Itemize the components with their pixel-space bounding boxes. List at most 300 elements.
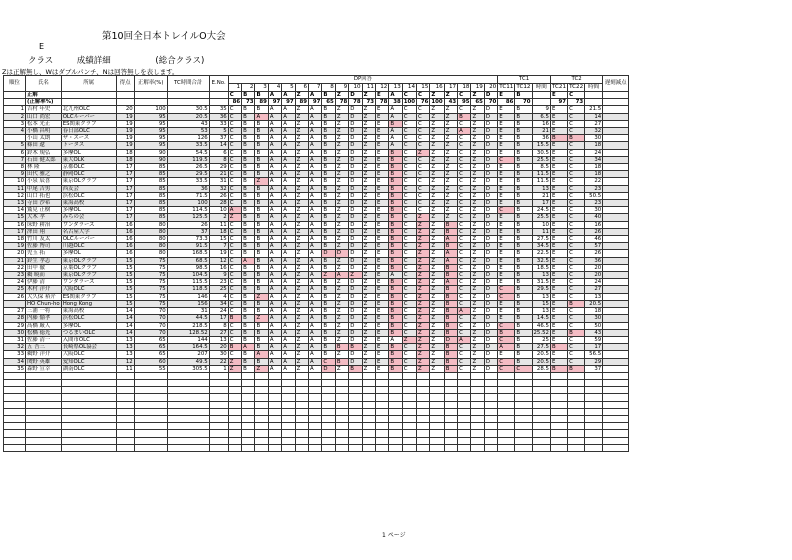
empty-cell xyxy=(134,423,167,430)
competitor-name: 床野 耕治 xyxy=(26,221,62,228)
answer-cell: Z xyxy=(444,142,457,149)
answer-cell: C xyxy=(458,207,471,214)
answer-cell: Z xyxy=(417,351,430,358)
answer-cell: Z xyxy=(430,185,444,192)
tc2-answer: C xyxy=(568,344,585,351)
answer-cell: D xyxy=(349,142,362,149)
answer-cell: A xyxy=(268,336,281,343)
score-cell: 11 xyxy=(116,365,134,372)
answer-cell: Z xyxy=(444,192,457,199)
empty-cell xyxy=(282,401,295,408)
empty-cell xyxy=(515,408,532,415)
answer-cell: B xyxy=(322,228,335,235)
answer-cell: Z xyxy=(430,228,444,235)
tc2-answer: E xyxy=(550,106,567,113)
empty-cell xyxy=(603,430,629,437)
tc-total-cell: 26.5 xyxy=(167,164,209,171)
tc1-time: 13 xyxy=(532,272,550,279)
answer-cell: D xyxy=(349,200,362,207)
club-name: 東京OLクラブ xyxy=(61,257,116,264)
eno-cell: 19 xyxy=(209,250,228,257)
eno-cell: 33 xyxy=(209,120,228,127)
club-name: ES関東クラブ xyxy=(61,293,116,300)
empty-cell xyxy=(116,401,134,408)
competitor-name: 高橋 厳人 xyxy=(26,322,62,329)
answer-cell: C xyxy=(458,358,471,365)
dp-group-header: DP回答 xyxy=(228,76,498,84)
answer-cell: D xyxy=(349,178,362,185)
club-name: 愛知OLC xyxy=(61,358,116,365)
answer-cell: B xyxy=(444,243,457,250)
answer-cell: B xyxy=(242,272,255,279)
eno-cell: 21 xyxy=(209,171,228,178)
answer-cell: A xyxy=(268,308,281,315)
answer-cell: Z xyxy=(362,279,375,286)
empty-cell xyxy=(532,92,550,99)
answer-cell: Z xyxy=(335,315,348,322)
result-row xyxy=(4,164,629,171)
rate-cell: 73 xyxy=(362,99,375,106)
competitor-name: 松本 光正 xyxy=(26,120,62,127)
tc1-answer: B xyxy=(515,315,532,322)
tc2-answer: C xyxy=(568,336,585,343)
competitor-name: 内藤 愉孝 xyxy=(26,315,62,322)
tc1-time: 13 xyxy=(532,185,550,192)
tc2-time: 57 xyxy=(585,243,603,250)
empty-cell xyxy=(471,380,484,387)
empty-cell xyxy=(282,430,295,437)
rank-cell: 4 xyxy=(4,128,26,135)
rank-cell: 33 xyxy=(4,351,26,358)
answer-cell: D xyxy=(484,200,497,207)
competitor-name: 小泉 辰喜 xyxy=(26,178,62,185)
tc1-answer: E xyxy=(498,149,515,156)
answer-cell: A xyxy=(268,178,281,185)
score-cell: 20 xyxy=(116,106,134,113)
dp-number-header: 13 xyxy=(389,84,402,92)
tc-total-cell: 68.5 xyxy=(167,257,209,264)
answer-cell: Z xyxy=(335,365,348,372)
answer-cell: A xyxy=(268,329,281,336)
rank-header: 順位 xyxy=(4,76,26,92)
empty-cell xyxy=(167,372,209,379)
tc2-answer: E xyxy=(550,200,567,207)
empty-cell xyxy=(134,408,167,415)
result-row xyxy=(4,192,629,199)
empty-cell xyxy=(444,372,457,379)
empty-row xyxy=(4,437,629,444)
answer-cell: A xyxy=(309,286,322,293)
answer-cell: C xyxy=(228,308,241,315)
empty-cell xyxy=(309,408,322,415)
result-row xyxy=(4,106,629,113)
answer-cell: B xyxy=(389,164,402,171)
tc2-answer: B xyxy=(568,365,585,372)
empty-cell xyxy=(515,372,532,379)
rank-cell: 7 xyxy=(4,156,26,163)
answer-cell: C xyxy=(402,228,416,235)
answer-cell: C xyxy=(458,200,471,207)
answer-cell: B xyxy=(255,135,268,142)
empty-cell xyxy=(550,380,567,387)
answer-cell: E xyxy=(375,243,388,250)
tc1-answer: C xyxy=(498,358,515,365)
eno-cell: 11 xyxy=(209,221,228,228)
empty-cell xyxy=(532,387,550,394)
answer-cell: A xyxy=(309,214,322,221)
rank-cell xyxy=(4,135,26,142)
answer-cell: C xyxy=(402,257,416,264)
answer-cell: Z xyxy=(471,351,484,358)
dp-number-header: 6 xyxy=(295,84,308,92)
tc2-time: 23 xyxy=(585,185,603,192)
empty-cell xyxy=(471,430,484,437)
club-name: 多摩OL xyxy=(61,149,116,156)
empty-cell xyxy=(550,416,567,423)
answer-cell: B xyxy=(242,120,255,127)
eno-cell: 17 xyxy=(209,315,228,322)
score-cell: 15 xyxy=(116,300,134,307)
empty-cell xyxy=(444,437,457,444)
answer-cell: A xyxy=(282,164,295,171)
answer-cell: A xyxy=(268,128,281,135)
tc1-answer: B xyxy=(515,293,532,300)
answer-cell: E xyxy=(375,228,388,235)
answer-cell: C xyxy=(458,236,471,243)
tc2-answer: E xyxy=(550,185,567,192)
dp-number-header: 11 xyxy=(362,84,375,92)
competitor-name: 三浦 一将 xyxy=(26,308,62,315)
empty-cell xyxy=(268,380,281,387)
answer-cell: D xyxy=(484,293,497,300)
answer-cell: Z xyxy=(471,336,484,343)
answer-cell: C xyxy=(402,344,416,351)
empty-cell xyxy=(498,394,515,401)
answer-cell: B xyxy=(322,192,335,199)
rank-cell: 29 xyxy=(4,322,26,329)
answer-cell: A xyxy=(268,300,281,307)
answer-cell: B xyxy=(255,264,268,271)
empty-cell xyxy=(484,380,497,387)
answer-cell: Z xyxy=(417,272,430,279)
answer-cell: C xyxy=(458,149,471,156)
rate-cell: 75 xyxy=(134,264,167,271)
answer-cell: Z xyxy=(444,156,457,163)
result-row xyxy=(4,128,629,135)
answer-cell: D xyxy=(484,257,497,264)
empty-cell xyxy=(282,380,295,387)
answer-cell: A xyxy=(282,221,295,228)
answer-cell: A xyxy=(268,120,281,127)
tc-total-cell: 126 xyxy=(167,135,209,142)
empty-cell xyxy=(116,92,134,99)
empty-cell xyxy=(242,372,255,379)
empty-cell xyxy=(402,401,416,408)
eno-cell: 35 xyxy=(209,106,228,113)
answer-cell: C xyxy=(228,142,241,149)
tc-total-cell: 164.5 xyxy=(167,344,209,351)
result-row xyxy=(4,279,629,286)
answer-cell: D xyxy=(335,250,348,257)
answer-cell: B xyxy=(242,221,255,228)
answer-cell: A xyxy=(282,257,295,264)
tc2-answer: E xyxy=(550,178,567,185)
empty-cell xyxy=(484,372,497,379)
empty-cell xyxy=(458,380,471,387)
answer-cell: Z xyxy=(417,279,430,286)
answer-cell: A xyxy=(458,128,471,135)
answer-cell: A xyxy=(282,351,295,358)
empty-cell xyxy=(4,408,26,415)
club-name: ES関東クラブ xyxy=(61,120,116,127)
page-number: 1 ページ xyxy=(382,532,406,539)
answer-cell: Z xyxy=(295,156,308,163)
empty-cell xyxy=(550,430,567,437)
answer-cell: A xyxy=(282,365,295,372)
answer-cell: A xyxy=(309,308,322,315)
tc1-time: 22.5 xyxy=(532,250,550,257)
answer-cell: B xyxy=(389,120,402,127)
empty-cell xyxy=(209,401,228,408)
answer-cell: A xyxy=(458,308,471,315)
rank-cell: 20 xyxy=(4,250,26,257)
answer-cell: A xyxy=(309,315,322,322)
tc2-answer: B xyxy=(550,135,567,142)
answer-cell: E xyxy=(375,106,388,113)
empty-cell xyxy=(167,92,209,99)
tc1-answer: B xyxy=(515,185,532,192)
empty-cell xyxy=(26,372,62,379)
tc1-time: 10 xyxy=(532,221,550,228)
tc2-answer: E xyxy=(550,336,567,343)
answer-cell: Z xyxy=(295,243,308,250)
late-cell xyxy=(603,308,629,315)
eno-cell: 9 xyxy=(209,272,228,279)
answer-cell: Z xyxy=(417,228,430,235)
answer-cell: B xyxy=(444,351,457,358)
tc1-answer: B xyxy=(515,214,532,221)
answer-cell: B xyxy=(255,228,268,235)
answer-cell: Z xyxy=(417,243,430,250)
result-row xyxy=(4,214,629,221)
subtitle xyxy=(28,54,204,66)
empty-cell xyxy=(585,444,603,451)
answer-cell: B xyxy=(242,286,255,293)
answer-cell: C xyxy=(458,192,471,199)
tc1-answer: E xyxy=(498,279,515,286)
tc-total-cell: 118.5 xyxy=(167,286,209,293)
empty-cell xyxy=(349,394,362,401)
answer-cell: Z xyxy=(444,207,457,214)
tc2-answer: E xyxy=(550,113,567,120)
answer-cell: E xyxy=(375,192,388,199)
answer-cell: C xyxy=(228,221,241,228)
tc1-answer: B xyxy=(515,164,532,171)
result-row xyxy=(4,365,629,372)
answer-cell: B xyxy=(255,236,268,243)
club-name: 多摩OL xyxy=(61,322,116,329)
empty-cell xyxy=(242,423,255,430)
tc1-answer: B xyxy=(515,236,532,243)
rate-cell: 85 xyxy=(134,164,167,171)
empty-cell xyxy=(402,444,416,451)
tc1-time: 20.5 xyxy=(532,351,550,358)
answer-cell: D xyxy=(484,279,497,286)
answer-cell: B xyxy=(444,315,457,322)
empty-cell xyxy=(322,380,335,387)
answer-cell: C xyxy=(417,113,430,120)
answer-key-cell: C xyxy=(458,92,471,99)
tc1-time: 9 xyxy=(532,106,550,113)
empty-cell xyxy=(242,416,255,423)
rate-header: 正解率(%) xyxy=(134,76,167,92)
empty-cell xyxy=(498,380,515,387)
empty-cell xyxy=(515,380,532,387)
answer-cell: C xyxy=(458,365,471,372)
tc1-answer: C xyxy=(498,365,515,372)
rank-cell: 5 xyxy=(4,142,26,149)
empty-cell xyxy=(484,416,497,423)
answer-cell: D xyxy=(484,365,497,372)
eno-cell: 12 xyxy=(209,257,228,264)
tc1-time: 29.5 xyxy=(532,286,550,293)
answer-cell: D xyxy=(349,221,362,228)
empty-cell xyxy=(255,408,268,415)
rate-cell: 78 xyxy=(335,99,348,106)
tc-total-cell: 207 xyxy=(167,351,209,358)
dp-number-header: 12 xyxy=(375,84,388,92)
empty-cell xyxy=(209,416,228,423)
empty-cell xyxy=(322,423,335,430)
answer-cell: Z xyxy=(430,236,444,243)
empty-cell xyxy=(389,444,402,451)
rank-cell: 24 xyxy=(4,279,26,286)
answer-cell: B xyxy=(242,185,255,192)
answer-cell: Z xyxy=(362,113,375,120)
tc2-time: 37 xyxy=(585,365,603,372)
answer-cell: Z xyxy=(295,135,308,142)
answer-cell: A xyxy=(444,236,457,243)
empty-cell xyxy=(532,380,550,387)
score-cell: 18 xyxy=(116,156,134,163)
answer-cell: A xyxy=(309,178,322,185)
dp-number-header: 14 xyxy=(402,84,416,92)
empty-cell xyxy=(167,444,209,451)
answer-cell: Z xyxy=(362,200,375,207)
club-name: 大阪OLC xyxy=(61,286,116,293)
competitor-name: 木村 洋介 xyxy=(26,286,62,293)
answer-cell: Z xyxy=(430,308,444,315)
empty-cell xyxy=(603,437,629,444)
tc1-time: 11.5 xyxy=(532,171,550,178)
empty-row xyxy=(4,394,629,401)
empty-cell xyxy=(430,437,444,444)
tc1-answer: E xyxy=(498,228,515,235)
rate-cell: 65 xyxy=(322,99,335,106)
tc1-time: 24.5 xyxy=(532,207,550,214)
answer-cell: Z xyxy=(471,315,484,322)
answer-cell: B xyxy=(242,358,255,365)
tc2-answer: E xyxy=(550,228,567,235)
answer-cell: Z xyxy=(430,293,444,300)
answer-cell: B xyxy=(389,178,402,185)
empty-cell xyxy=(4,372,26,379)
answer-cell: A xyxy=(268,142,281,149)
rate-cell: 75 xyxy=(134,293,167,300)
result-row xyxy=(4,315,629,322)
club-name: 京都OLC xyxy=(61,164,116,171)
answer-cell: C xyxy=(417,207,430,214)
eno-cell: 30 xyxy=(209,351,228,358)
answer-cell: B xyxy=(255,120,268,127)
club-name: 東海高校 xyxy=(61,308,116,315)
empty-cell xyxy=(568,408,585,415)
empty-cell xyxy=(389,416,402,423)
answer-cell: A xyxy=(309,336,322,343)
dp-number-header: 8 xyxy=(322,84,335,92)
empty-cell xyxy=(484,423,497,430)
answer-cell: A xyxy=(282,272,295,279)
empty-cell xyxy=(417,430,430,437)
tc2-answer: E xyxy=(550,293,567,300)
empty-cell xyxy=(362,380,375,387)
answer-cell: D xyxy=(349,214,362,221)
answer-cell: Z xyxy=(430,243,444,250)
empty-cell xyxy=(515,387,532,394)
answer-cell: D xyxy=(484,113,497,120)
answer-cell: B xyxy=(444,365,457,372)
tc1-answer: E xyxy=(498,214,515,221)
rank-cell: 22 xyxy=(4,264,26,271)
club-name: トータス xyxy=(61,142,116,149)
empty-cell xyxy=(309,387,322,394)
answer-cell: B xyxy=(242,156,255,163)
answer-cell: B xyxy=(444,344,457,351)
club-name: ワンダラーズ xyxy=(61,279,116,286)
answer-cell: Z xyxy=(471,106,484,113)
eno-cell: 37 xyxy=(209,135,228,142)
empty-cell xyxy=(585,430,603,437)
answer-cell: A xyxy=(309,272,322,279)
result-row xyxy=(4,243,629,250)
answer-cell: Z xyxy=(362,236,375,243)
dp-number-header: 15 xyxy=(417,84,430,92)
answer-cell: B xyxy=(242,300,255,307)
result-row xyxy=(4,178,629,185)
empty-cell xyxy=(282,416,295,423)
class-label: クラス xyxy=(28,56,54,66)
answer-cell: Z xyxy=(362,178,375,185)
answer-cell: E xyxy=(375,279,388,286)
club-name: 浜松OLC xyxy=(61,192,116,199)
answer-cell: Z xyxy=(335,135,348,142)
result-row xyxy=(4,308,629,315)
empty-cell xyxy=(309,416,322,423)
answer-cell: A xyxy=(309,128,322,135)
rank-cell: 23 xyxy=(4,272,26,279)
rank-cell: 10 xyxy=(4,178,26,185)
empty-cell xyxy=(585,437,603,444)
dp-number-header: 4 xyxy=(268,84,281,92)
answer-cell: A xyxy=(309,243,322,250)
answer-cell: Z xyxy=(444,164,457,171)
tc1-time: 15.5 xyxy=(532,142,550,149)
answer-cell: D xyxy=(484,250,497,257)
answer-cell: A xyxy=(309,156,322,163)
tc2-time: 40 xyxy=(585,214,603,221)
empty-cell xyxy=(349,416,362,423)
detail-label: 成績詳細 xyxy=(76,56,111,66)
